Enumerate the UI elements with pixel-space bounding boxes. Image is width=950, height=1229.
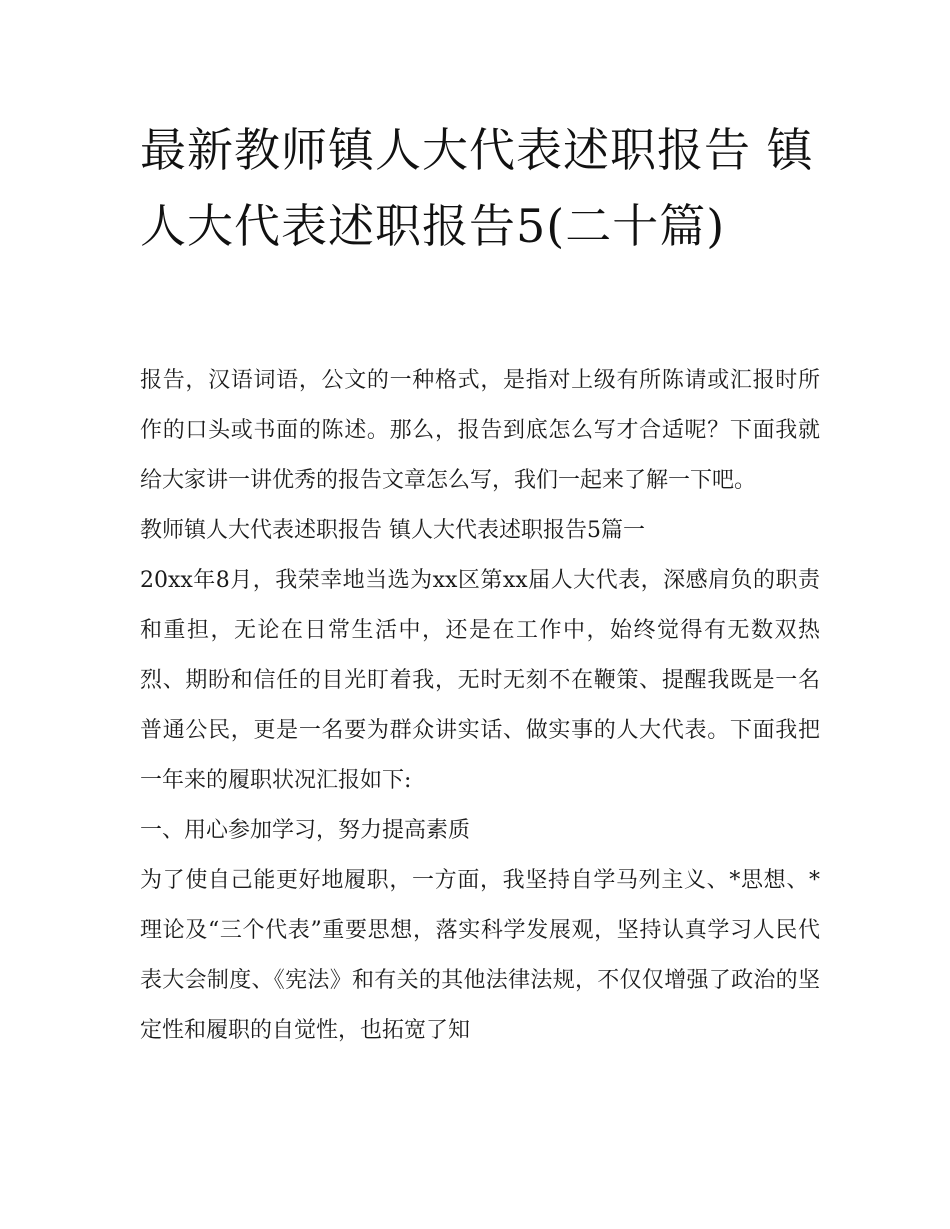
paragraph-opening: 20xx年8月，我荣幸地当选为xx区第xx届人大代表，深感肩负的职责和重担，无论在日常生活中，还是在工作中，始终觉得有无数双热烈、期盼和信任的目光盯着我，无时无刻不在鞭策、提醒我既是一名普通公民，更是一名要为群众讲实话、做实事的人大代表。下面我把一年来的履职状况汇报如下: — [140, 568, 820, 793]
document-title: 最新教师镇人大代表述职报告 镇人大代表述职报告5(二十篇) — [140, 123, 814, 253]
paragraph-study: 为了使自己能更好地履职，一方面，我坚持自学马列主义、*思想、*理论及“三个代表”重要思想，落实科学发展观，坚持认真学习人民代表大会制度、《宪法》和有关的其他法律法规，不仅仅增强了政治的坚定性和履职的自觉性，也拓宽了知 — [140, 868, 820, 1043]
document-body — [140, 356, 820, 1056]
paragraph-intro: 报告，汉语词语，公文的一种格式，是指对上级有所陈请或汇报时所作的口头或书面的陈述。那么，报告到底怎么写才合适呢？下面我就给大家讲一讲优秀的报告文章怎么写，我们一起来了解一下吧。 — [140, 368, 820, 493]
paragraph-section-heading: 教师镇人大代表述职报告 镇人大代表述职报告5篇一 — [140, 518, 645, 543]
paragraph-subheading: 一、用心参加学习，努力提高素质 — [140, 818, 471, 843]
